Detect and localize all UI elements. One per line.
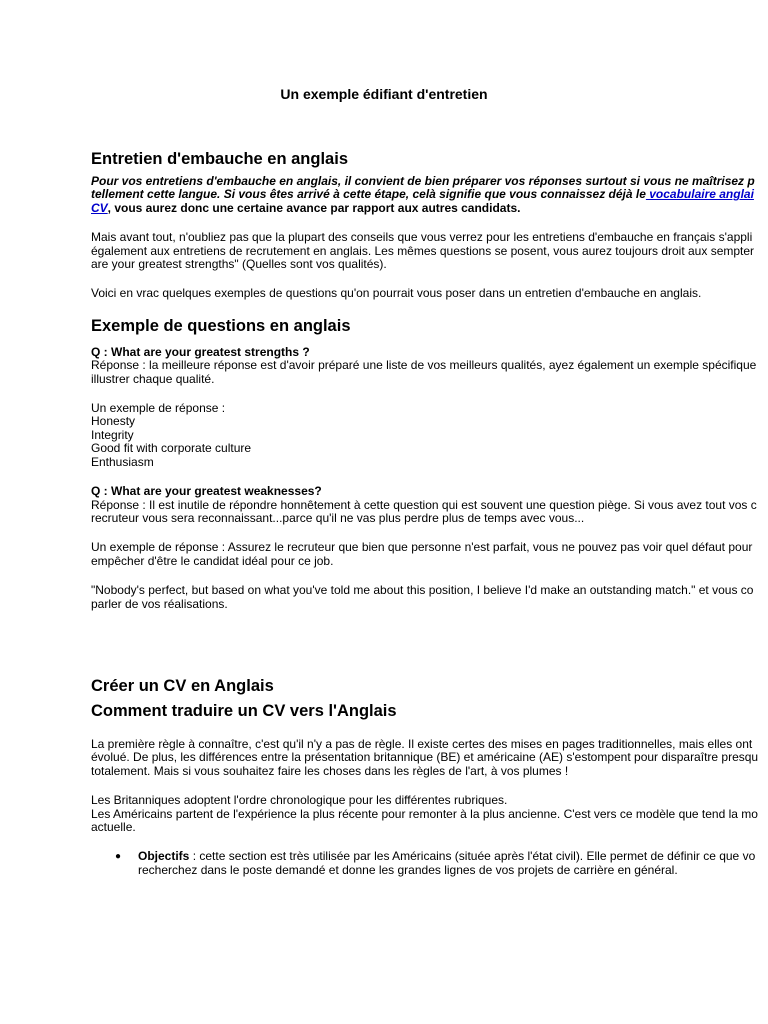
cv-para1-line-1: La première règle à connaître, c'est qu'il n'y a pas de règle. Il existe certes des mises en pages traditionnelles, mais elles ont — [91, 736, 753, 751]
q2-answer-line-2: recruteur vous sera reconnaissant...parce qu'il ne vas plus perdre plus de temps avec vous... — [91, 510, 585, 525]
q1-example-line-1: Un exemple de réponse : — [91, 401, 226, 416]
q1-example-line-3: Integrity — [91, 427, 134, 442]
cv-link[interactable]: CV — [91, 200, 108, 215]
para2-line-1: Voici en vrac quelques exemples de questions qu'on pourrait vous poser dans un entretien d'embauche en anglais. — [91, 286, 702, 301]
q2-example-line-1: Un exemple de réponse : Assurez le recruteur que bien que personne n'est parfait, vous ne pouvez pas voir quel défaut pour — [91, 540, 753, 555]
intro-text-2: tellement cette langue. Si vous êtes arrivé à cette étape, celà signifie que vous connaissez déjà le — [91, 187, 646, 202]
q1-example-line-2: Honesty — [91, 414, 136, 429]
list-item-objectifs-cont — [91, 864, 768, 877]
list-item-objectifs — [91, 850, 768, 863]
q2-example-line-2: empêcher d'être le candidat idéal pour ce job. — [91, 553, 334, 568]
intro-line-3 — [91, 202, 768, 215]
intro-line-1: Pour vos entretiens d'embauche en anglais, il convient de bien préparer vos réponses surtout si vous ne maîtrisez p — [91, 174, 755, 188]
intro-text-3: , vous aurez donc une certaine avance par rapport aux autres candidats. — [107, 200, 521, 215]
cv-para1-line-2: évolué. De plus, les différences entre la présentation britannique (BE) et américaine (AE) s'estompent pour disparaître presqu — [91, 750, 759, 765]
para1-line-2: également aux entretiens de recrutement en anglais. Les mêmes questions se posent, vous aurez toujours droit aux sempter — [91, 243, 755, 258]
document-body — [91, 148, 768, 877]
cv-para2-line-3: actuelle. — [91, 819, 136, 834]
objectifs-term: Objectifs — [138, 849, 190, 864]
q2-quote-line-1: "Nobody's perfect, but based on what you've told me about this position, I believe I'd make an outstanding match." et vous co — [91, 583, 754, 598]
page-title: Un exemple édifiant d'entretien — [280, 86, 488, 102]
section-heading-entretien: Entretien d'embauche en anglais — [91, 150, 348, 168]
para1-line-1: Mais avant tout, n'oubliez pas que la plupart des conseils que vous verrez pour les entretiens d'embauche en français s'appli — [91, 230, 753, 245]
q1-example-line-5: Enthusiasm — [91, 454, 154, 469]
para1-line-3: are your greatest strengths" (Quelles sont vos qualités). — [91, 257, 387, 272]
q2-answer-line-1: Réponse : Il est inutile de répondre honnêtement à cette question qui est souvent une question piège. Si vous avez tout vos c — [91, 497, 757, 512]
q1-example-line-4: Good fit with corporate culture — [91, 441, 252, 456]
cv-para2-line-2: Les Américains partent de l'expérience la plus récente pour remonter à la plus ancienne. C'est vers ce modèle que tend la mo — [91, 806, 758, 821]
vocabulaire-anglais-link[interactable]: vocabulaire anglai — [645, 187, 754, 202]
intro-line-2 — [91, 188, 768, 201]
section-heading-questions: Exemple de questions en anglais — [91, 316, 351, 335]
q1-answer-line-1: Réponse : la meilleure réponse est d'avoir préparé une liste de vos meilleurs qualités, ayez également un exemple spécifique — [91, 358, 757, 373]
objectifs-text-2: recherchez dans le poste demandé et donne les grandes lignes de vos projets de carrière en général. — [138, 862, 678, 877]
cv-sections-list — [91, 850, 768, 877]
question-strengths: Q : What are your greatest strengths ? — [91, 344, 310, 359]
question-weaknesses: Q : What are your greatest weaknesses? — [91, 484, 322, 499]
cv-para1-line-3: totalement. Mais si vous souhaitez faire les choses dans les règles de l'art, à vos plumes ! — [91, 763, 569, 778]
bullet-icon: ● — [115, 851, 122, 863]
objectifs-text-1: : cette section est très utilisée par les Américains (située après l'état civil). Elle permet de définir ce que vo — [189, 849, 756, 864]
q1-answer-line-2: illustrer chaque qualité. — [91, 371, 215, 386]
cv-para2-line-1: Les Britanniques adoptent l'ordre chronologique pour les différentes rubriques. — [91, 793, 508, 808]
section-heading-creer-cv: Créer un CV en Anglais — [91, 676, 274, 695]
q2-quote-line-2: parler de vos réalisations. — [91, 596, 228, 611]
section-heading-traduire-cv: Comment traduire un CV vers l'Anglais — [91, 701, 397, 720]
